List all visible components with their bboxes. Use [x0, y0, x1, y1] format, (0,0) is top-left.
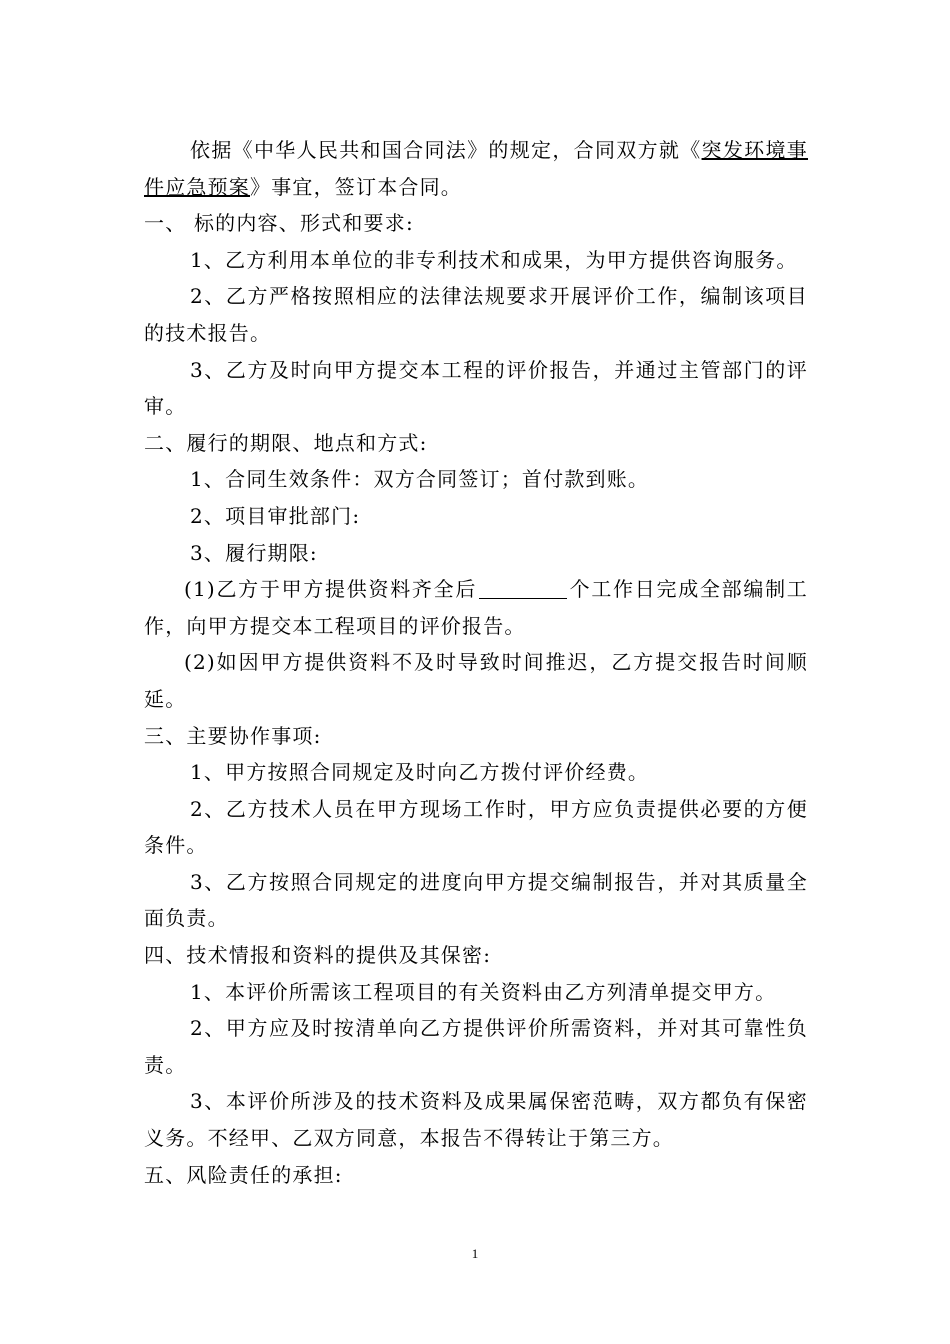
- page-number: 1: [471, 1246, 479, 1261]
- section-2-item-2: 2、项目审批部门:: [190, 503, 361, 528]
- section-5-heading: 五、风险责任的承担:: [144, 1162, 343, 1187]
- section-2-subitem-1: [144, 571, 808, 644]
- intro-text-b: 》事宜，签订本合同。: [250, 174, 462, 199]
- section-2-heading: 二、履行的期限、地点和方式:: [144, 430, 428, 455]
- workday-blank-line: [479, 576, 567, 599]
- section-4-item-3: 3、本评价所涉及的技术资料及成果属保密范畴，双方都负有保密义务。不经甲、乙双方同意，本报告不得转让于第三方。: [144, 1089, 808, 1151]
- section-3-item-2: 2、乙方技术人员在甲方现场工作时，甲方应负责提供必要的方便条件。: [144, 796, 808, 858]
- subitem-1-text-a: (1)乙方于甲方提供资料齐全后: [184, 577, 478, 602]
- section-3-item-3: 3、乙方按照合同规定的进度向甲方提交编制报告，并对其质量全面负责。: [144, 869, 808, 931]
- section-3-item-1: 1、甲方按照合同规定及时向乙方拨付评价经费。: [190, 760, 650, 785]
- intro-text-a: 依据《中华人民共和国合同法》的规定，合同双方就《: [190, 138, 702, 162]
- section-1-item-1: 1、乙方利用本单位的非专利技术和成果，为甲方提供咨询服务。: [190, 247, 798, 272]
- section-4-item-1: 1、本评价所需该工程项目的有关资料由乙方列清单提交甲方。: [190, 979, 777, 1004]
- intro-paragraph: [144, 132, 808, 205]
- subitem-1-text-b: 个工作日完成全部编制工作，向甲方提交本工程项目的评价报告。: [144, 577, 808, 638]
- section-3-heading: 三、主要协作事项:: [144, 723, 322, 748]
- section-1-heading: 一、 标的内容、形式和要求:: [144, 211, 414, 236]
- section-1-item-3: 3、乙方及时向甲方提交本工程的评价报告，并通过主管部门的评审。: [144, 357, 808, 419]
- section-1-item-2: 2、乙方严格按照相应的法律法规要求开展评价工作，编制该项目的技术报告。: [144, 284, 808, 345]
- section-4-item-2: 2、甲方应及时按清单向乙方提供评价所需资料，并对其可靠性负责。: [144, 1016, 808, 1077]
- section-2-item-1: 1、合同生效条件：双方合同签订；首付款到账。: [190, 467, 650, 492]
- section-2-item-3: 3、履行期限:: [190, 540, 318, 565]
- section-2-subitem-2: (2)如因甲方提供资料不及时导致时间推迟，乙方提交报告时间顺延。: [144, 650, 808, 711]
- contract-body: [144, 132, 808, 1193]
- section-4-heading: 四、技术情报和资料的提供及其保密:: [144, 943, 492, 968]
- project-name: 突发环境事件应急预案: [144, 138, 809, 199]
